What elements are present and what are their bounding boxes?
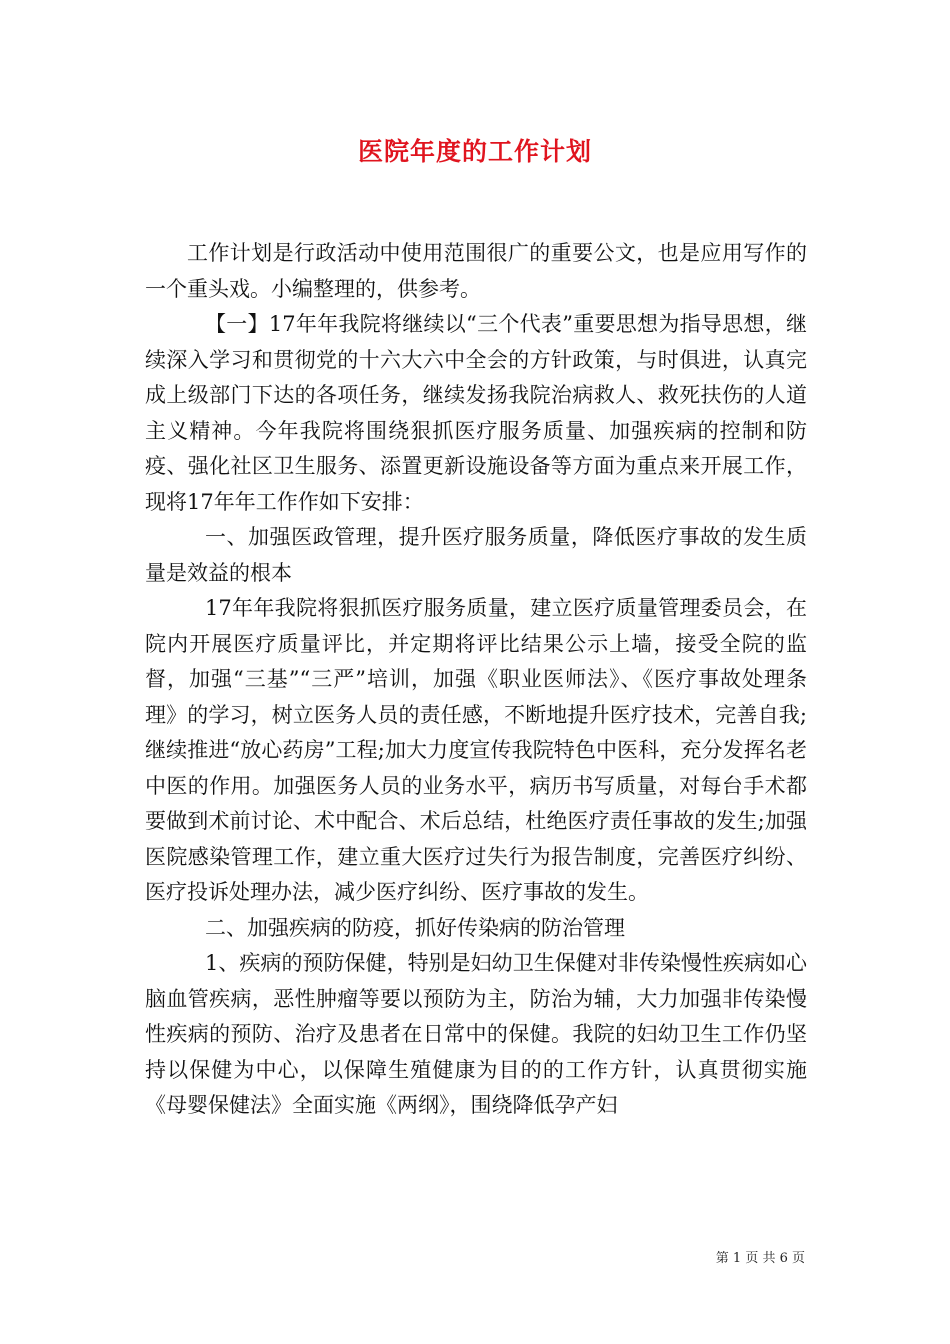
page-number: 第 1 页 共 6 页 xyxy=(715,1251,805,1266)
heading-item-one: 一、加强医政管理，提升医疗服务质量，降低医疗事故的发生质量是效益的根本 xyxy=(145,525,807,585)
paragraph-item-one-body: 17年年我院将狠抓医疗服务质量，建立医疗质量管理委员会，在院内开展医疗质量评比，并定期将评比结果公示上墙，接受全院的监督，加强“三基”“三严”培训，加强《职业医师法》、《医疗事故处理条理》的学习，树立医务人员的责任感，不断地提升医疗技术，完善自我;继续推进“放心药房”工程;加大力度宣传我院特色中医科，充分发挥名老中医的作用。加强医务人员的业务水平，病历书写质量，对每台手术都要做到术前讨论、术中配合、术后总结，杜绝医疗责任事故的发生;加强医院感染管理工作，建立重大医疗过失行为报告制度，完善医疗纠纷、医疗投诉处理办法，减少医疗纠纷、医疗事故的发生。 xyxy=(145,596,807,904)
document-body xyxy=(145,236,807,1124)
paragraph-item-two-body: 1、疾病的预防保健，特别是妇幼卫生保健对非传染慢性疾病如心脑血管疾病，恶性肿瘤等要以预防为主，防治为辅，大力加强非传染慢性疾病的预防、治疗及患者在日常中的保健。我院的妇幼卫生工作仍坚持以保健为中心，以保障生殖健康为目的的工作方针，认真贯彻实施《母婴保健法》全面实施《两纲》，围绕降低孕产妇 xyxy=(145,951,807,1117)
heading-item-two: 二、加强疾病的防疫，抓好传染病的防治管理 xyxy=(205,915,625,940)
document-title: 医院年度的工作计划 xyxy=(357,137,592,166)
paragraph-intro: 工作计划是行政活动中使用范围很广的重要公文，也是应用写作的一个重头戏。小编整理的，供参考。 xyxy=(145,241,807,301)
paragraph-section-one: 【一】17年年我院将继续以“三个代表”重要思想为指导思想，继续深入学习和贯彻党的十六大六中全会的方针政策，与时俱进，认真完成上级部门下达的各项任务，继续发扬我院治病救人、救死扶伤的人道主义精神。今年我院将围绕狠抓医疗服务质量、加强疾病的控制和防疫、强化社区卫生服务、添置更新设施设备等方面为重点来开展工作，现将17年年工作作如下安排： xyxy=(145,312,807,514)
